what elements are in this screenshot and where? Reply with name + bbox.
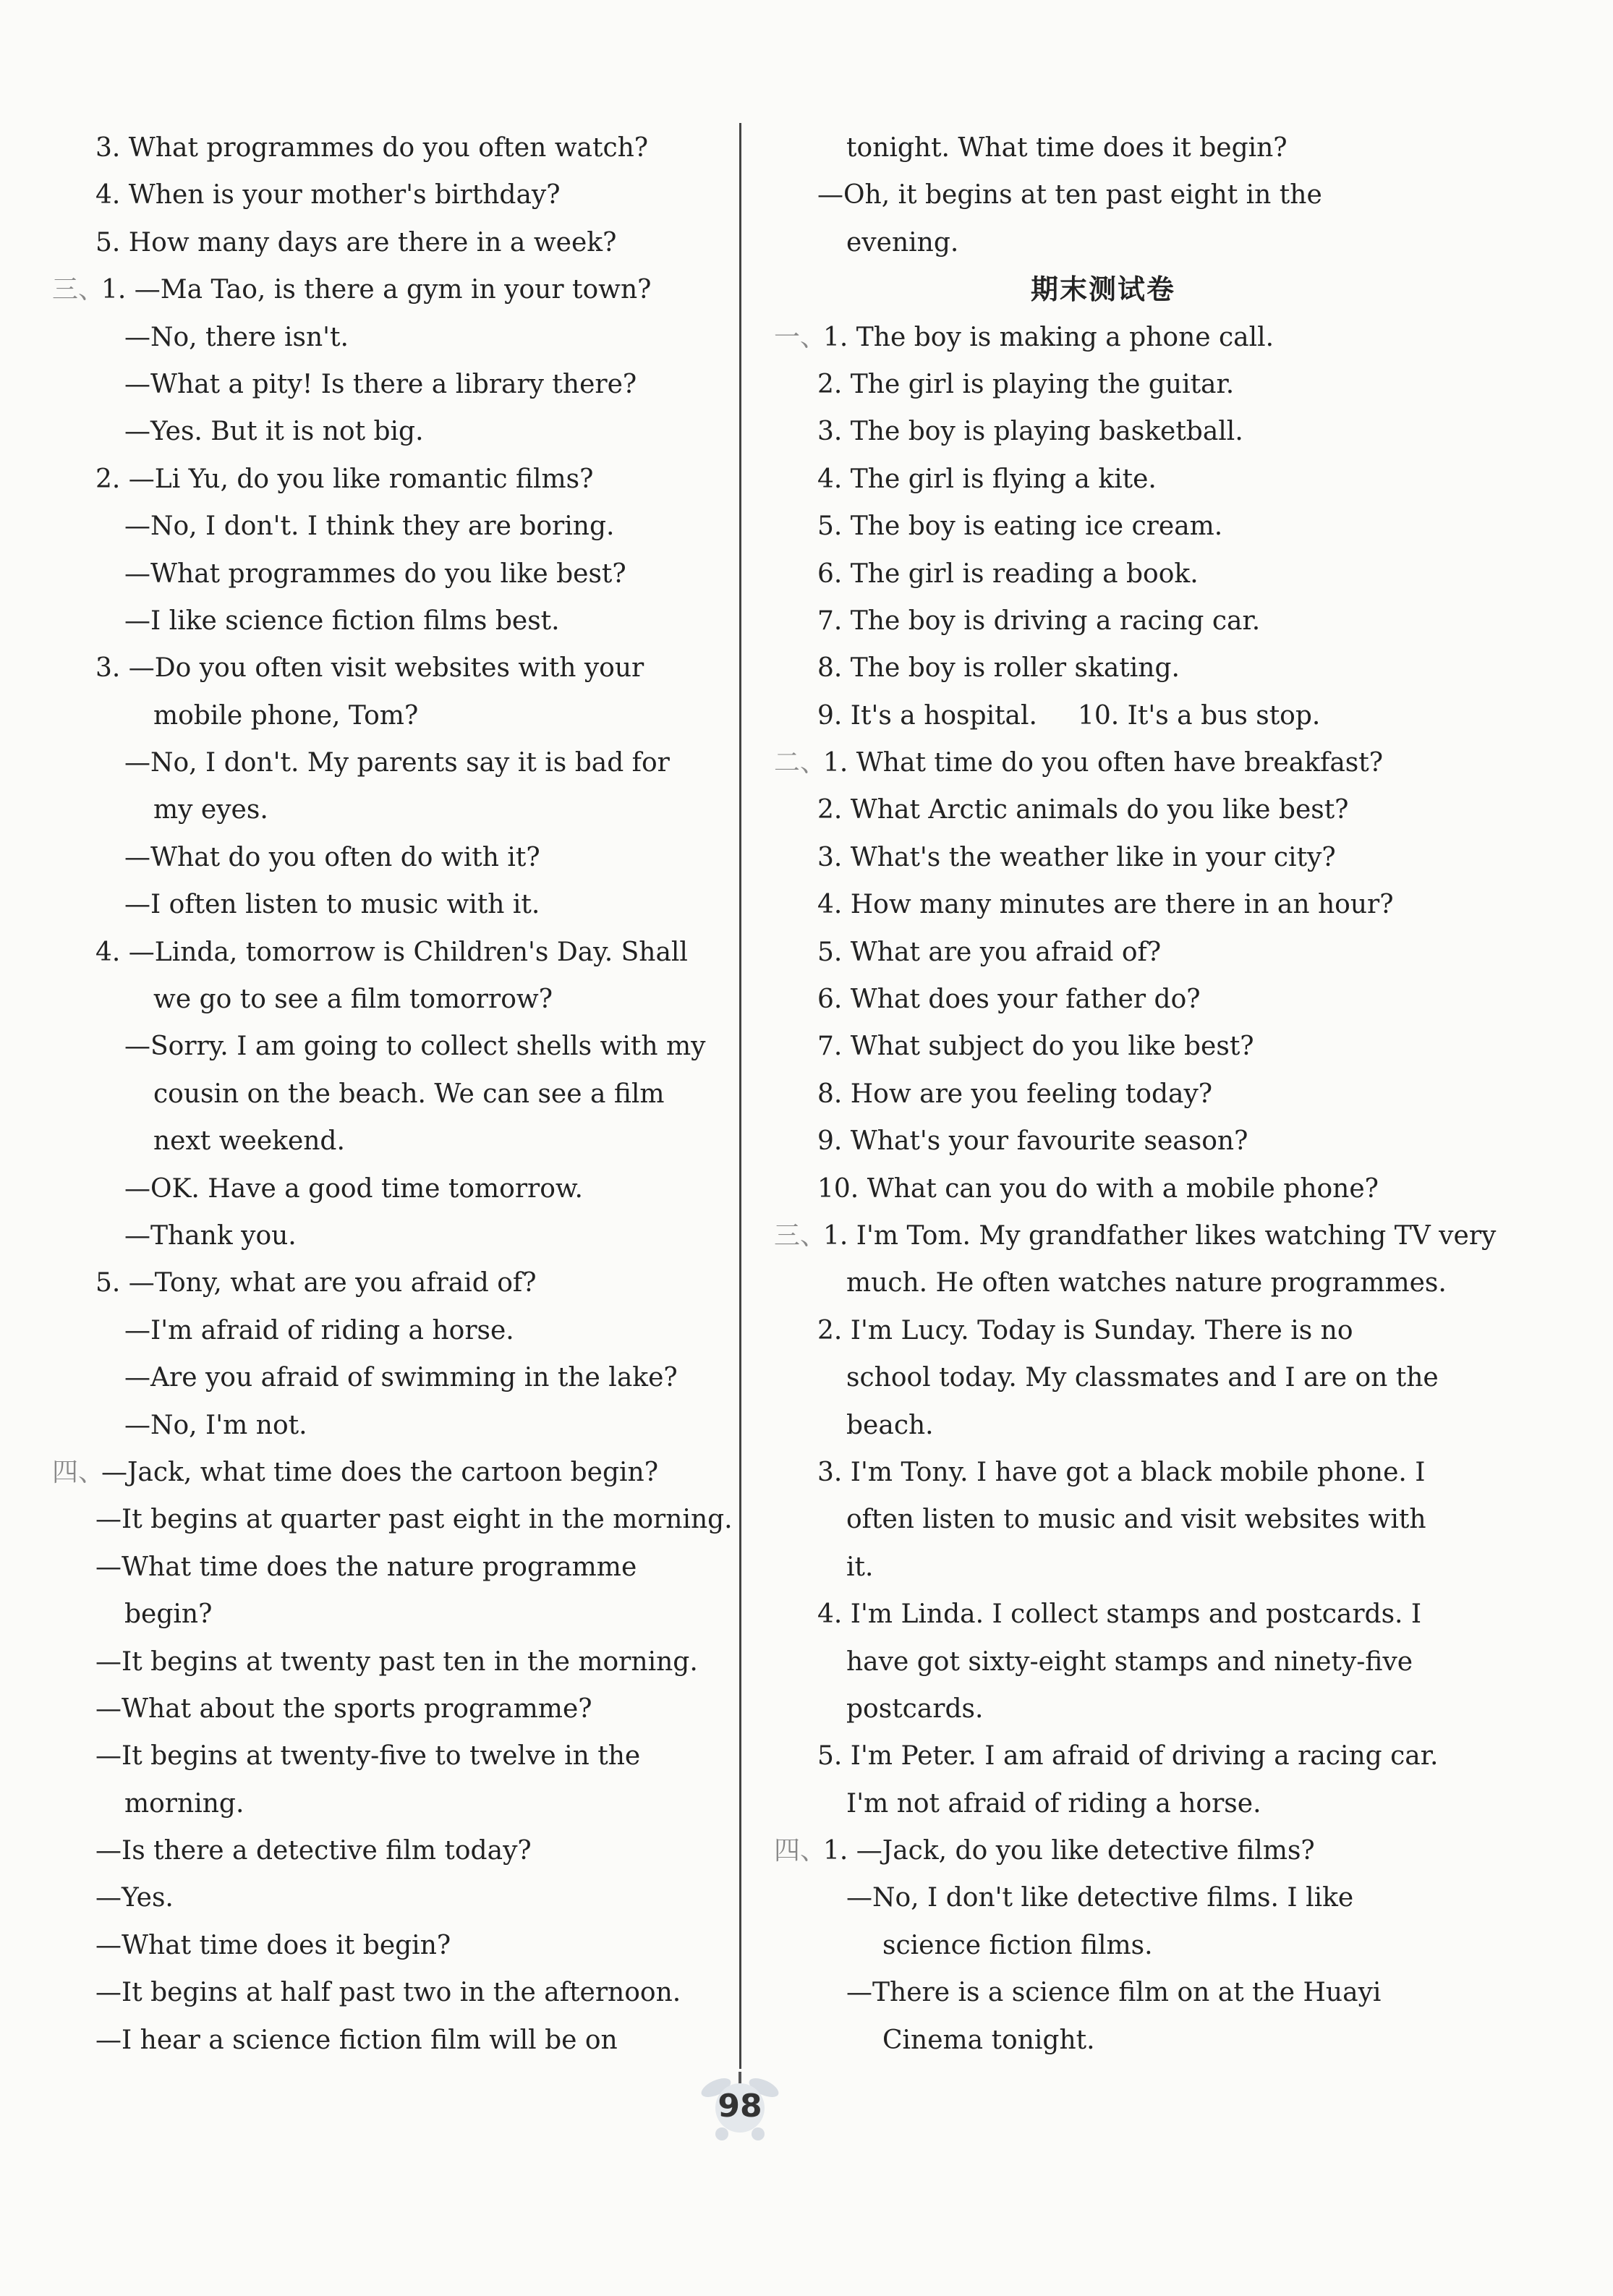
section-line xyxy=(774,1827,1432,1874)
text-line: 1. The boy is making a phone call. xyxy=(823,322,1274,352)
text-line: tonight. What time does it begin? xyxy=(846,133,1288,163)
text-line: 6. What does your father do? xyxy=(817,985,1201,1015)
section-line xyxy=(774,739,1432,786)
text-line: mobile phone, Tom? xyxy=(153,700,419,731)
text-line: —I often listen to music with it. xyxy=(124,890,540,920)
right-column xyxy=(774,124,1497,2064)
text-line: —Jack, what time does the cartoon begin? xyxy=(101,1457,659,1487)
text-line: 7. The boy is driving a racing car. xyxy=(817,605,1261,636)
text-line: —Are you afraid of swimming in the lake? xyxy=(124,1363,678,1393)
text-line: 3. What's the weather like in your city? xyxy=(817,842,1336,872)
text-line: we go to see a film tomorrow? xyxy=(153,985,553,1015)
text-line: —Yes. xyxy=(95,1883,174,1913)
text-line: I'm not afraid of riding a horse. xyxy=(846,1788,1261,1819)
text-line: 1. —Jack, do you like detective films? xyxy=(823,1836,1315,1866)
answer-9: 9. It's a hospital. xyxy=(817,700,1037,731)
text-line: my eyes. xyxy=(153,795,268,825)
section-marker: 四、 xyxy=(774,1836,827,1866)
text-line: cousin on the beach. We can see a film xyxy=(153,1079,665,1109)
text-line: have got sixty-eight stamps and ninety-five xyxy=(846,1646,1413,1677)
text-line: 7. What subject do you like best? xyxy=(817,1032,1254,1062)
text-line: —What a pity! Is there a library there? xyxy=(124,369,637,399)
text-line: often listen to music and visit websites with xyxy=(846,1505,1426,1535)
text-line: —OK. Have a good time tomorrow. xyxy=(124,1173,583,1204)
text-line: 4. I'm Linda. I collect stamps and postcards. I xyxy=(817,1599,1422,1630)
section-marker: 三、 xyxy=(52,275,105,305)
text-line: school today. My classmates and I are on the xyxy=(846,1363,1439,1393)
text-line: —No, I don't like detective films. I like xyxy=(846,1883,1354,1913)
text-line: —I hear a science fiction film will be on xyxy=(95,2025,618,2055)
text-line: 3. What programmes do you often watch? xyxy=(95,133,649,163)
section-marker: 一、 xyxy=(774,322,827,352)
section-line xyxy=(774,1212,1497,1259)
text-line: 2. The girl is playing the guitar. xyxy=(817,369,1235,399)
text-line: beach. xyxy=(846,1410,934,1440)
text-line: —It begins at half past two in the afternoon. xyxy=(95,1978,681,2008)
text-line: 3. I'm Tony. I have got a black mobile phone. I xyxy=(817,1457,1426,1487)
text-line: 1. —Ma Tao, is there a gym in your town? xyxy=(101,275,652,305)
text-line: morning. xyxy=(124,1788,244,1819)
section-title: 期末测试卷 xyxy=(1030,273,1175,306)
text-line: 5. The boy is eating ice cream. xyxy=(817,511,1223,542)
text-line: science fiction films. xyxy=(882,1930,1153,1960)
text-line: —What programmes do you like best? xyxy=(124,558,626,589)
section-marker: 三、 xyxy=(774,1220,827,1251)
text-line: begin? xyxy=(124,1599,213,1630)
text-line: 3. The boy is playing basketball. xyxy=(817,417,1243,447)
text-line: evening. xyxy=(846,227,959,258)
section-line xyxy=(52,266,703,313)
section-line xyxy=(52,1449,703,1496)
text-line: 5. How many days are there in a week? xyxy=(95,227,617,258)
text-line: —It begins at quarter past eight in the morning. xyxy=(95,1505,733,1535)
text-line: —What time does the nature programme xyxy=(95,1552,637,1582)
text-line: —No, I'm not. xyxy=(124,1410,307,1440)
text-line: 5. What are you afraid of? xyxy=(817,937,1162,967)
text-line: —What about the sports programme? xyxy=(95,1693,592,1724)
section-marker: 四、 xyxy=(52,1457,105,1487)
answer-10: 10. It's a bus stop. xyxy=(1077,700,1321,731)
text-line: —Thank you. xyxy=(124,1220,297,1251)
text-line: —No, I don't. My parents say it is bad for xyxy=(124,748,670,778)
column-divider xyxy=(739,123,741,2069)
text-line: —It begins at twenty-five to twelve in the xyxy=(95,1741,641,1772)
text-line: —No, there isn't. xyxy=(124,322,349,352)
text-line: 4. The girl is flying a kite. xyxy=(817,464,1157,494)
text-line: 1. What time do you often have breakfast? xyxy=(823,748,1384,778)
left-column xyxy=(52,124,733,2064)
text-line: —I'm afraid of riding a horse. xyxy=(124,1315,514,1345)
text-line: 5. I'm Peter. I am afraid of driving a racing car. xyxy=(817,1741,1439,1772)
text-line: Cinema tonight. xyxy=(882,2025,1095,2055)
text-line: 9. What's your favourite season? xyxy=(817,1126,1248,1157)
text-line: —I like science fiction films best. xyxy=(124,605,560,636)
text-line: —What do you often do with it? xyxy=(124,842,540,872)
text-line: —There is a science film on at the Huayi xyxy=(846,1978,1382,2008)
text-line: much. He often watches nature programmes. xyxy=(846,1268,1447,1298)
page-number: 98 xyxy=(718,2088,762,2125)
text-line: 3. —Do you often visit websites with your xyxy=(95,653,644,684)
text-line: 1. I'm Tom. My grandfather likes watching TV very xyxy=(823,1220,1497,1251)
text-line: —Sorry. I am going to collect shells with my xyxy=(124,1032,706,1062)
text-line: 6. The girl is reading a book. xyxy=(817,558,1199,589)
text-line: 2. —Li Yu, do you like romantic films? xyxy=(95,464,594,494)
page-number-badge xyxy=(700,2067,780,2147)
text-line: —What time does it begin? xyxy=(95,1930,451,1960)
section-marker: 二、 xyxy=(774,748,827,778)
text-line: 2. I'm Lucy. Today is Sunday. There is no xyxy=(817,1315,1353,1345)
text-line: 2. What Arctic animals do you like best? xyxy=(817,795,1349,825)
section-line xyxy=(774,314,1432,361)
text-line: 8. How are you feeling today? xyxy=(817,1079,1213,1109)
text-line: 4. When is your mother's birthday? xyxy=(95,180,561,211)
text-line: —Oh, it begins at ten past eight in the xyxy=(817,180,1322,211)
text-line: 4. —Linda, tomorrow is Children's Day. Shall xyxy=(95,937,688,967)
text-line: —It begins at twenty past ten in the morning. xyxy=(95,1646,698,1677)
text-line: next weekend. xyxy=(153,1126,345,1157)
text-line: 5. —Tony, what are you afraid of? xyxy=(95,1268,537,1298)
text-line xyxy=(774,692,1432,739)
text-line: postcards. xyxy=(846,1693,984,1724)
text-line: 10. What can you do with a mobile phone? xyxy=(817,1173,1379,1204)
text-line: —Is there a detective film today? xyxy=(95,1836,532,1866)
text-line: it. xyxy=(846,1552,874,1582)
text-line: 8. The boy is roller skating. xyxy=(817,653,1180,684)
text-line: —No, I don't. I think they are boring. xyxy=(124,511,615,542)
text-line: 4. How many minutes are there in an hour? xyxy=(817,890,1394,920)
text-line: —Yes. But it is not big. xyxy=(124,417,424,447)
